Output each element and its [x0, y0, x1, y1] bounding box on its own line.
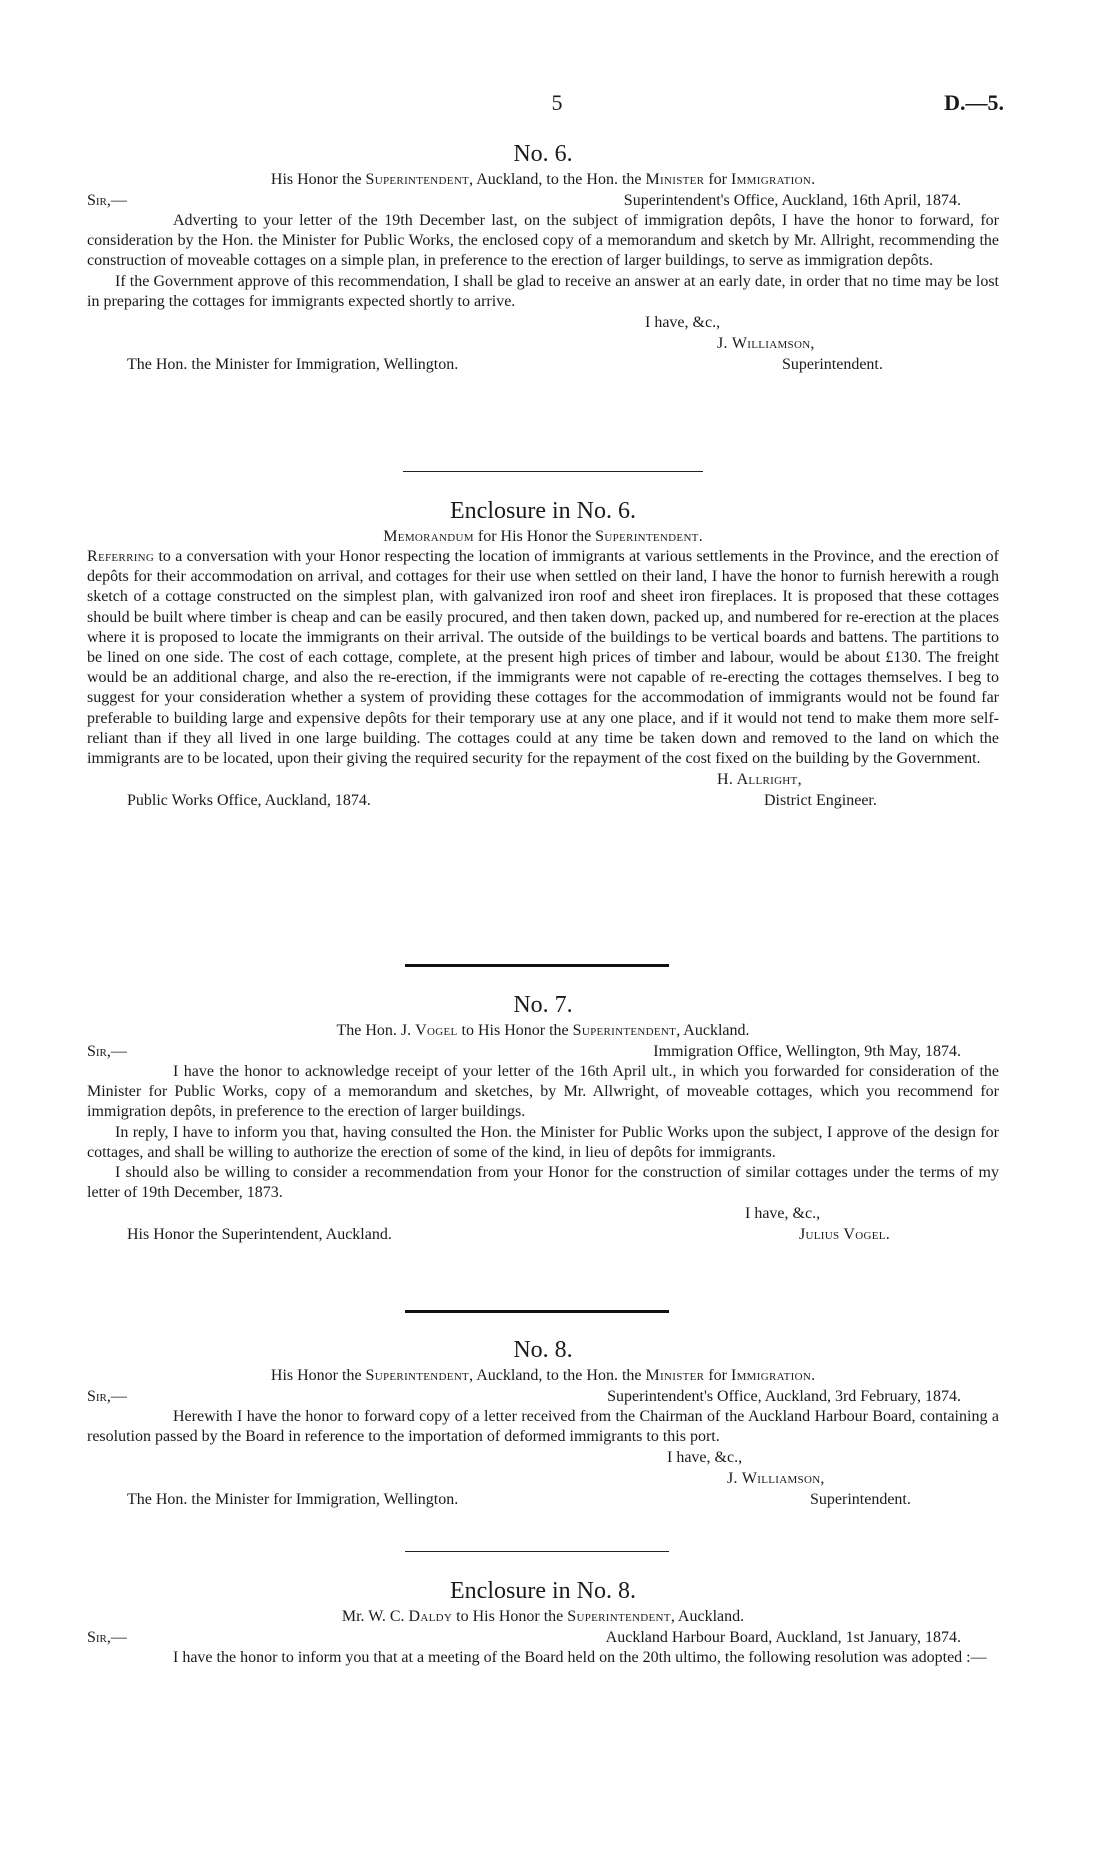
signatory: Julius Vogel. — [799, 1226, 891, 1244]
addressee: The Hon. the Minister for Immigration, Wellington. — [127, 356, 459, 374]
divider — [405, 964, 669, 967]
divider — [405, 1551, 669, 1552]
letter-title: No. 8. — [513, 1337, 573, 1363]
letter-title: No. 6. — [513, 141, 573, 167]
salutation: Sir,— — [87, 1629, 127, 1646]
letter-heading — [87, 190, 999, 211]
paragraph: Adverting to your letter of the 19th December last, on the subject of immigration depôts, I have the honor to forward, for consideration by the Hon. the Minister for Public Works, the enclosed copy of a memorandum and sketch by Mr. Allright, recommending the construction of moveable cottages on a simple plan, in preference to the erection of larger buildings, to serve as immigration depôts. — [87, 212, 999, 270]
divider — [403, 471, 703, 472]
salutation: Sir,— — [87, 1043, 127, 1060]
signatory-title: Superintendent. — [782, 356, 883, 374]
letter-heading — [87, 1386, 999, 1407]
closing: I have, &c., — [745, 1205, 821, 1223]
paragraph: If the Government approve of this recommendation, I shall be glad to receive an answer at an early date, in order that no time may be lost in preparing the cottages for immigrants expected shortly to arrive. — [87, 272, 999, 310]
letter-route: The Hon. J. Vogel to His Honor the Superintendent, Auckland. — [336, 1022, 750, 1039]
signatory-title: Superintendent. — [810, 1491, 911, 1509]
signatory-title: District Engineer. — [764, 792, 877, 810]
place: Public Works Office, Auckland, 1874. — [127, 792, 371, 810]
addressee: The Hon. the Minister for Immigration, Wellington. — [127, 1491, 459, 1509]
document-reference: D.—5. — [944, 90, 1004, 115]
letter-route: His Honor the Superintendent, Auckland, to the Hon. the Minister for Immigration. — [270, 171, 816, 188]
paragraph: I have the honor to inform you that at a meeting of the Board held on the 20th ultimo, the following resolution was adopted :— — [173, 1649, 987, 1666]
letter-no-7 — [87, 990, 999, 1245]
paragraph: I should also be willing to consider a recommendation from your Honor for the construction of similar cottages under the terms of my letter of 19th December, 1873. — [87, 1164, 999, 1202]
divider — [405, 1310, 669, 1313]
place-date: Superintendent's Office, Auckland, 16th April, 1874. — [623, 192, 961, 209]
place-date: Auckland Harbour Board, Auckland, 1st January, 1874. — [605, 1629, 961, 1646]
enclosure-no-6 — [87, 496, 999, 811]
closing: I have, &c., — [645, 314, 721, 332]
enclosure-no-8 — [87, 1576, 999, 1668]
enclosure-route: Memorandum for His Honor the Superintendent. — [383, 528, 703, 545]
place-date: Superintendent's Office, Auckland, 3rd February, 1874. — [607, 1388, 961, 1405]
letter-heading — [87, 1627, 999, 1648]
signatory: J. Williamson, — [717, 335, 815, 353]
letter-heading — [87, 1041, 999, 1062]
place-date: Immigration Office, Wellington, 9th May, 1874. — [653, 1043, 961, 1060]
letter-route: His Honor the Superintendent, Auckland, to the Hon. the Minister for Immigration. — [270, 1367, 816, 1384]
page-number: 5 — [551, 90, 563, 115]
paragraph: I have the honor to acknowledge receipt of your letter of the 16th April ult., in which you forwarded for consideration of the Minister for Public Works, copy of a memorandum and sketches, by Mr. Allwright, of moveable cottages, which you recommend for immigration depôts, in preference to the erection of larger buildings. — [87, 1063, 999, 1121]
closing: I have, &c., — [667, 1449, 743, 1467]
salutation: Sir,— — [87, 1388, 127, 1405]
enclosure-route: Mr. W. C. Daldy to His Honor the Superintendent, Auckland. — [341, 1608, 745, 1625]
enclosure-title: Enclosure in No. 8. — [450, 1578, 636, 1604]
enclosure-title: Enclosure in No. 6. — [450, 498, 636, 524]
letter-title: No. 7. — [513, 992, 573, 1018]
signatory: J. Williamson, — [727, 1470, 825, 1488]
addressee: His Honor the Superintendent, Auckland. — [127, 1226, 392, 1244]
paragraph: Herewith I have the honor to forward copy of a letter received from the Chairman of the Auckland Harbour Board, containing a resolution passed by the Board in reference to the importation of deformed immigrants to this port. — [87, 1408, 999, 1446]
paragraph: In reply, I have to inform you that, having consulted the Hon. the Minister for Public Works upon the subject, I approve of the design for cottages, and shall be willing to authorize the erection of some of the kind, in lieu of depôts for immigrants. — [87, 1123, 999, 1161]
letter-no-8 — [87, 1335, 999, 1510]
memorandum-body: Referring to a conversation with your Honor respecting the location of immigrants at various settlements in the Province, and the erection of depôts for their accommodation on arrival, and cottages for their use when settled on their land, I have the honor to furnish herewith a rough sketch of a cottage constructed on the simplest plan, with galvanized iron roof and sheet iron fireplaces. It is proposed that these cottages should be built where timber is cheap and can be easily procured, and then taken down, packed up, and numbered for re-erection at the places where it is proposed to locate the immigrants on their arrival. The outside of the buildings to be vertical boards and battens. The partitions to be lined on one side. The cost of each cottage, complete, at the present high prices of timber and labour, would be about £130. The freight would be an additional charge, and also the re-erection, if the immigrants were not capable of re-erecting the cottages themselves. I beg to suggest for your consideration whether a system of providing these cottages for the accommodation of immigrants would not be found far preferable to building large and expensive depôts for their temporary use at any one place, and if it would not tend to make them more self-reliant than if they all lived in one large building. The cottages could at any time be taken down and removed to the land on which the immigrants are to be located, upon their giving the required security for the repayment of the cost fixed on the building by the Government. — [87, 548, 999, 768]
letter-no-6 — [87, 139, 999, 375]
signatory: H. Allright, — [717, 771, 802, 789]
salutation: Sir,— — [87, 192, 127, 209]
